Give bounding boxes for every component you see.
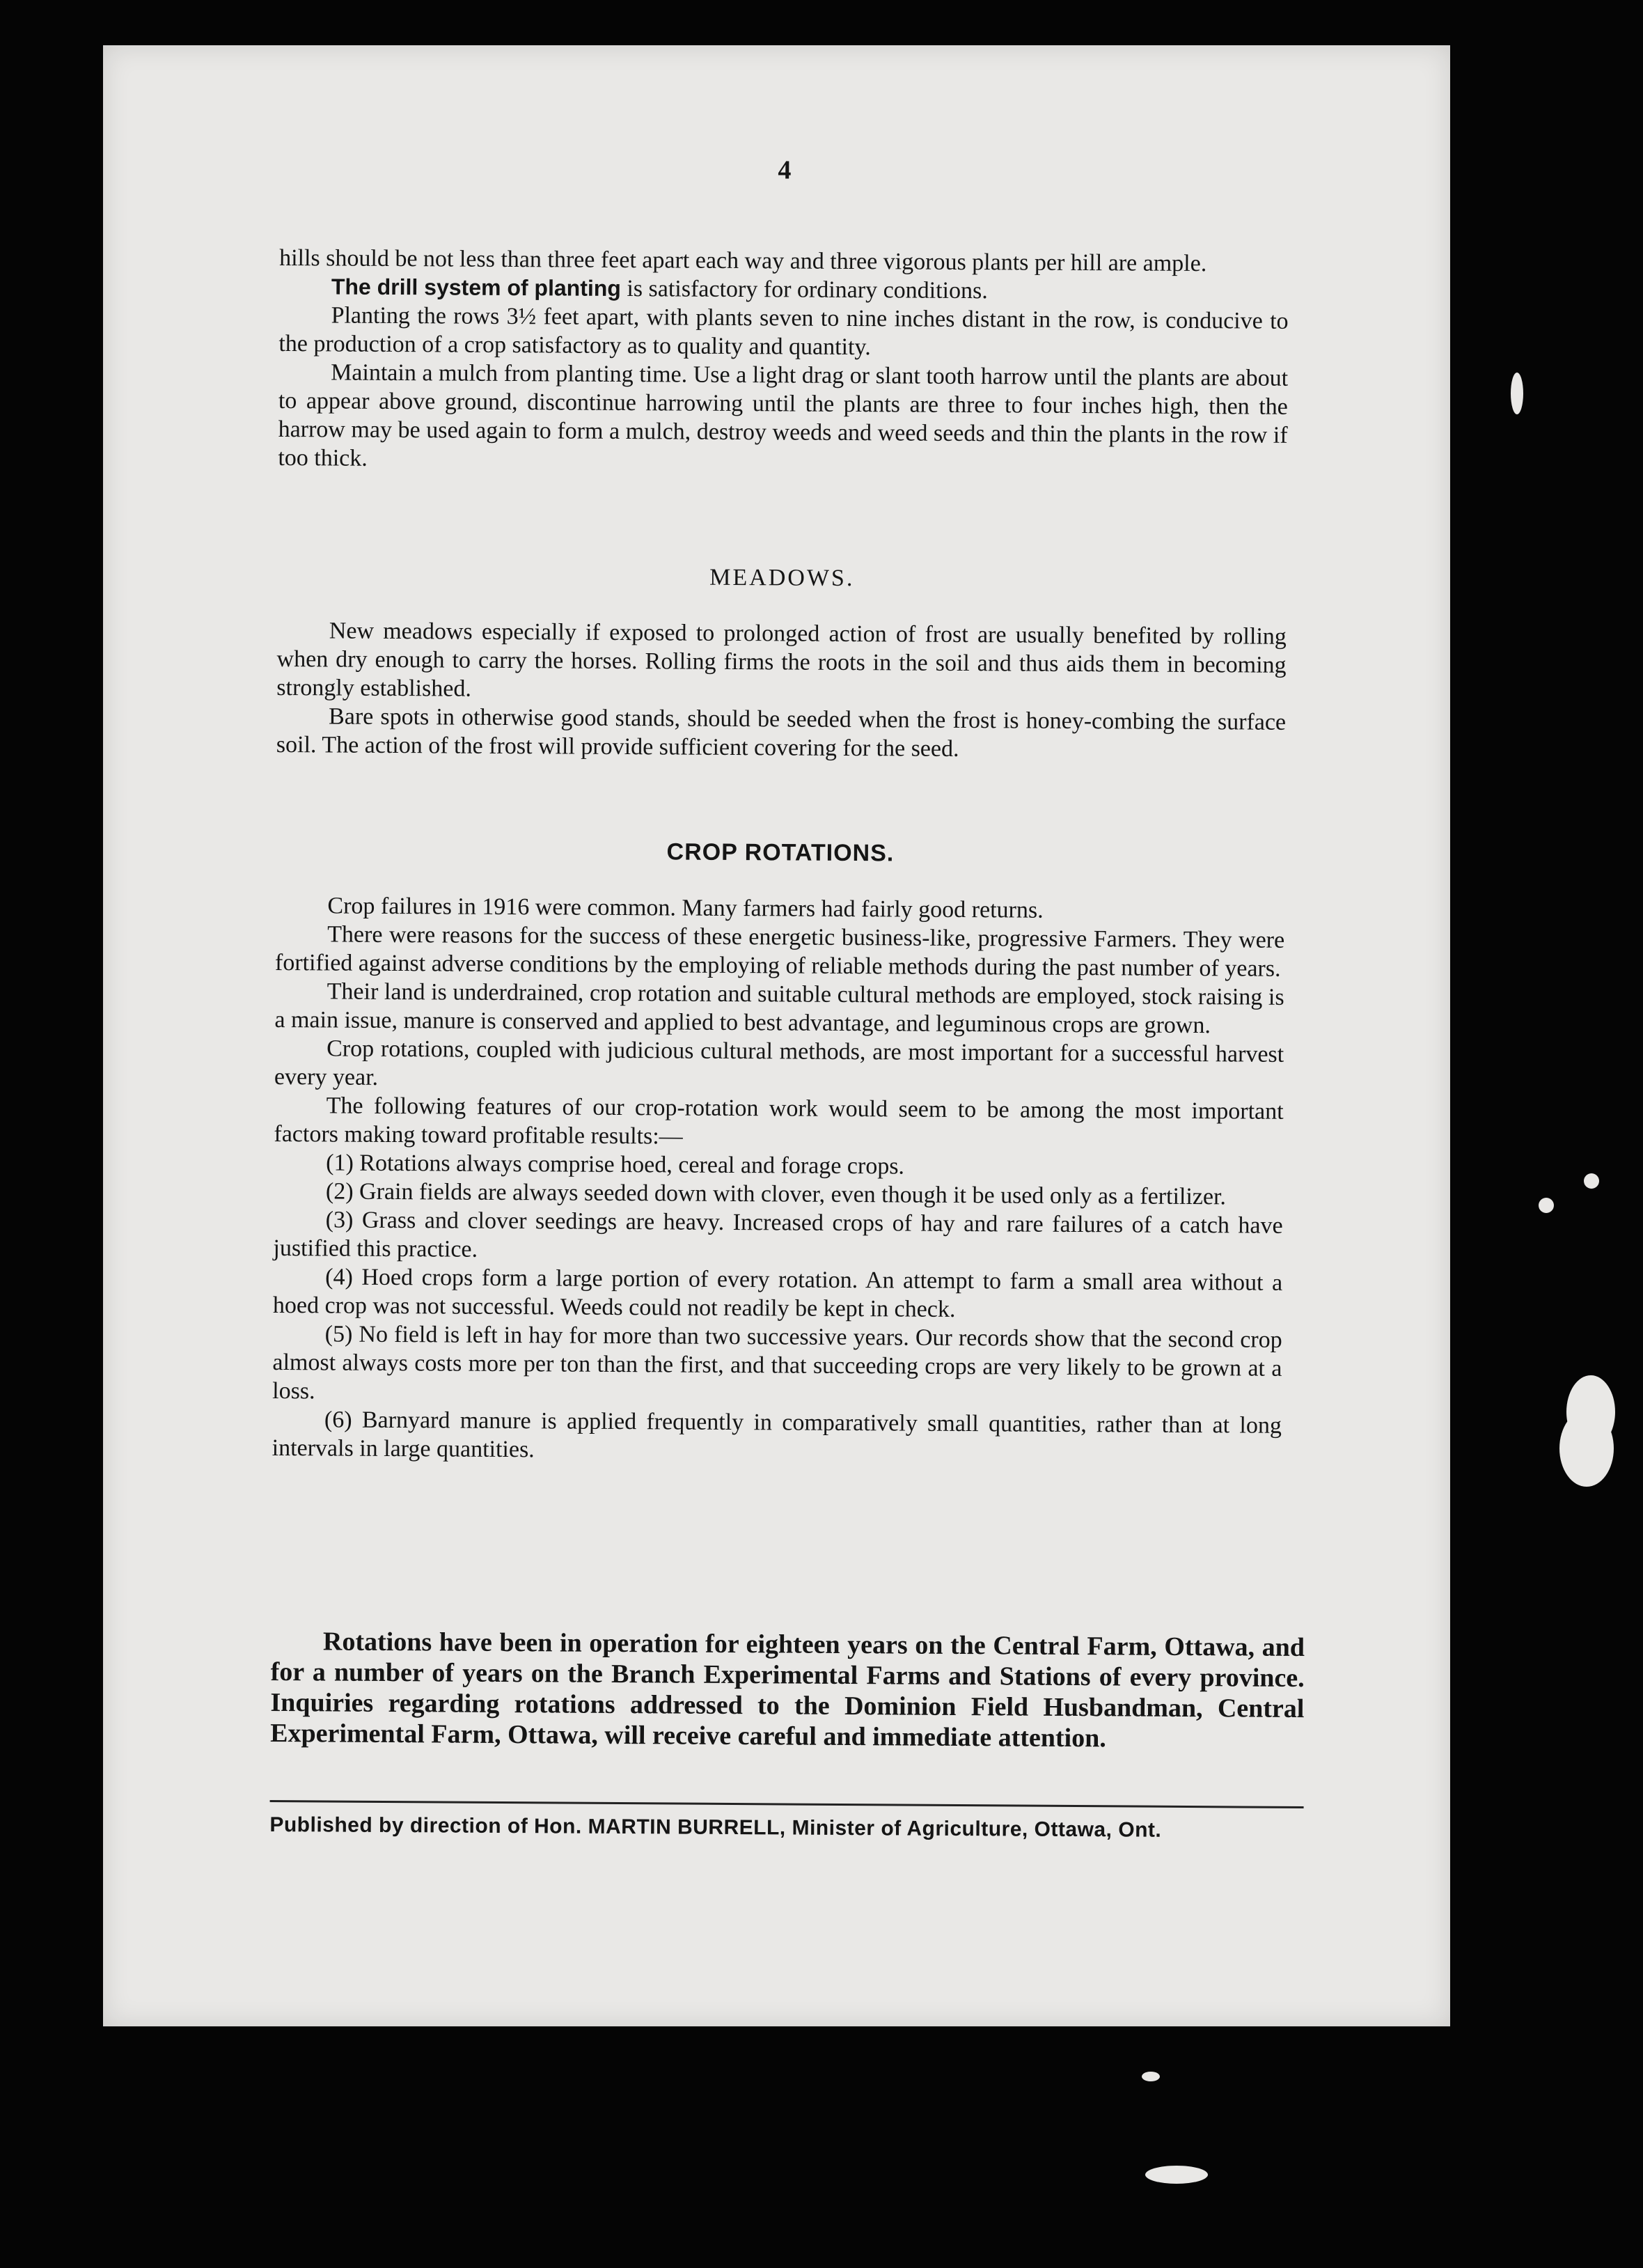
- section-notice: [270, 1626, 1305, 1755]
- section-rotations-body: [272, 891, 1285, 1469]
- heading-meadows: MEADOWS.: [709, 564, 855, 592]
- list-item-5: (5) No field is left in hay for more than two successive years. Our records show that the second crop almost always costs more per ton than the first, and that succeeding crops are very likely to be grown at a loss.: [272, 1321, 1282, 1405]
- paragraph-rotations-3: Their land is underdrained, crop rotation and suitable cultural methods are employed, stock raising is a main issue, manure is conserved and applied to best advantage, and leguminous crops are grown.: [274, 978, 1284, 1039]
- scan-speck: [1142, 2072, 1160, 2081]
- list-item-3: (3) Grass and clover seedings are heavy. Increased crops of hay and rare failures of a catch have justified this practice.: [273, 1207, 1283, 1262]
- paragraph-hills: hills should be not less than three feet apart each way and three vigorous plants per hill are ample.: [279, 244, 1207, 277]
- footer-publisher: Published by direction of Hon. MARTIN BURRELL, Minister of Agriculture, Ottawa, Ont.: [269, 1813, 1162, 1842]
- paragraph-rows: Planting the rows 3½ feet apart, with plants seven to nine inches distant in the row, is conducive to the production of a crop satisfactory as to quality and quantity.: [278, 302, 1289, 361]
- document-page: [103, 45, 1450, 2026]
- heading-crop-rotations: CROP ROTATIONS.: [666, 838, 895, 867]
- scan-speck: [1539, 1198, 1554, 1213]
- drill-system-bold: The drill system of planting: [331, 274, 622, 301]
- page-number: 4: [778, 155, 792, 185]
- section-meadows: [277, 561, 1287, 595]
- section-rotations: [276, 836, 1285, 870]
- scan-speck: [1566, 1375, 1615, 1448]
- scan-speck: [1584, 1173, 1599, 1189]
- paragraph-meadows-2: Bare spots in otherwise good stands, should be seeded when the frost is honey-combing the surface soil. The action of the frost will provide sufficient covering for the seed.: [276, 703, 1287, 762]
- list-item-1: (1) Rotations always comprise hoed, cereal and forage crops.: [326, 1150, 905, 1180]
- paragraph-rotations-2: There were reasons for the success of these energetic business-like, progressive Farmers. They were fortified against adverse conditions by the employing of reliable methods during the past number of years.: [274, 921, 1285, 982]
- paragraph-rotations-1: Crop failures in 1916 were common. Many farmers had fairly good returns.: [327, 893, 1044, 923]
- divider-rule: [270, 1800, 1304, 1808]
- section-planting: [278, 244, 1289, 478]
- scan-speck: [1145, 2166, 1208, 2184]
- list-item-4: (4) Hoed crops form a large portion of every rotation. An attempt to farm a small area without a hoed crop was not successful. Weeds could not readily be kept in check.: [272, 1264, 1283, 1322]
- paragraph-rotations-5: The following features of our crop-rotation work would seem to be among the most important factors making toward profitable results:—: [274, 1093, 1284, 1150]
- section-meadows-body: [276, 616, 1287, 765]
- scan-speck: [1511, 373, 1523, 414]
- paragraph-mulch: Maintain a mulch from planting time. Use a light drag or slant tooth harrow until the plants are about to appear above ground, discontinue harrowing until the plants are three to four inches high, then the harrow may be used again to form a mulch, destroy weeds and weed seeds and thin the plants in the row if too thick.: [278, 359, 1289, 471]
- list-item-6: (6) Barnyard manure is applied frequently in comparatively small quantities, rather than at long intervals in large quantities.: [272, 1407, 1282, 1463]
- notice-paragraph: Rotations have been in operation for eighteen years on the Central Farm, Ottawa, and for a number of years on the Branch Experimental Farms and Stations of every province. Inquiries regarding rotations addressed to the Dominion Field Husbandman, Central Experimental Farm, Ottawa, will receive careful and immediate attention.: [270, 1627, 1305, 1753]
- page-content: [269, 45, 1401, 1842]
- paragraph-meadows-1: New meadows especially if exposed to prolonged action of frost are usually benefited by rolling when dry enough to carry the horses. Rolling firms the roots in the soil and thus aids them in becoming strongly established.: [276, 618, 1287, 702]
- list-item-2: (2) Grain fields are always seeded down with clover, even though it be used only as a fertilizer.: [325, 1178, 1227, 1210]
- drill-system-rest: is satisfactory for ordinary conditions.: [620, 275, 988, 304]
- paragraph-rotations-4: Crop rotations, coupled with judicious cultural methods, are most important for a successful harvest every year.: [274, 1035, 1284, 1090]
